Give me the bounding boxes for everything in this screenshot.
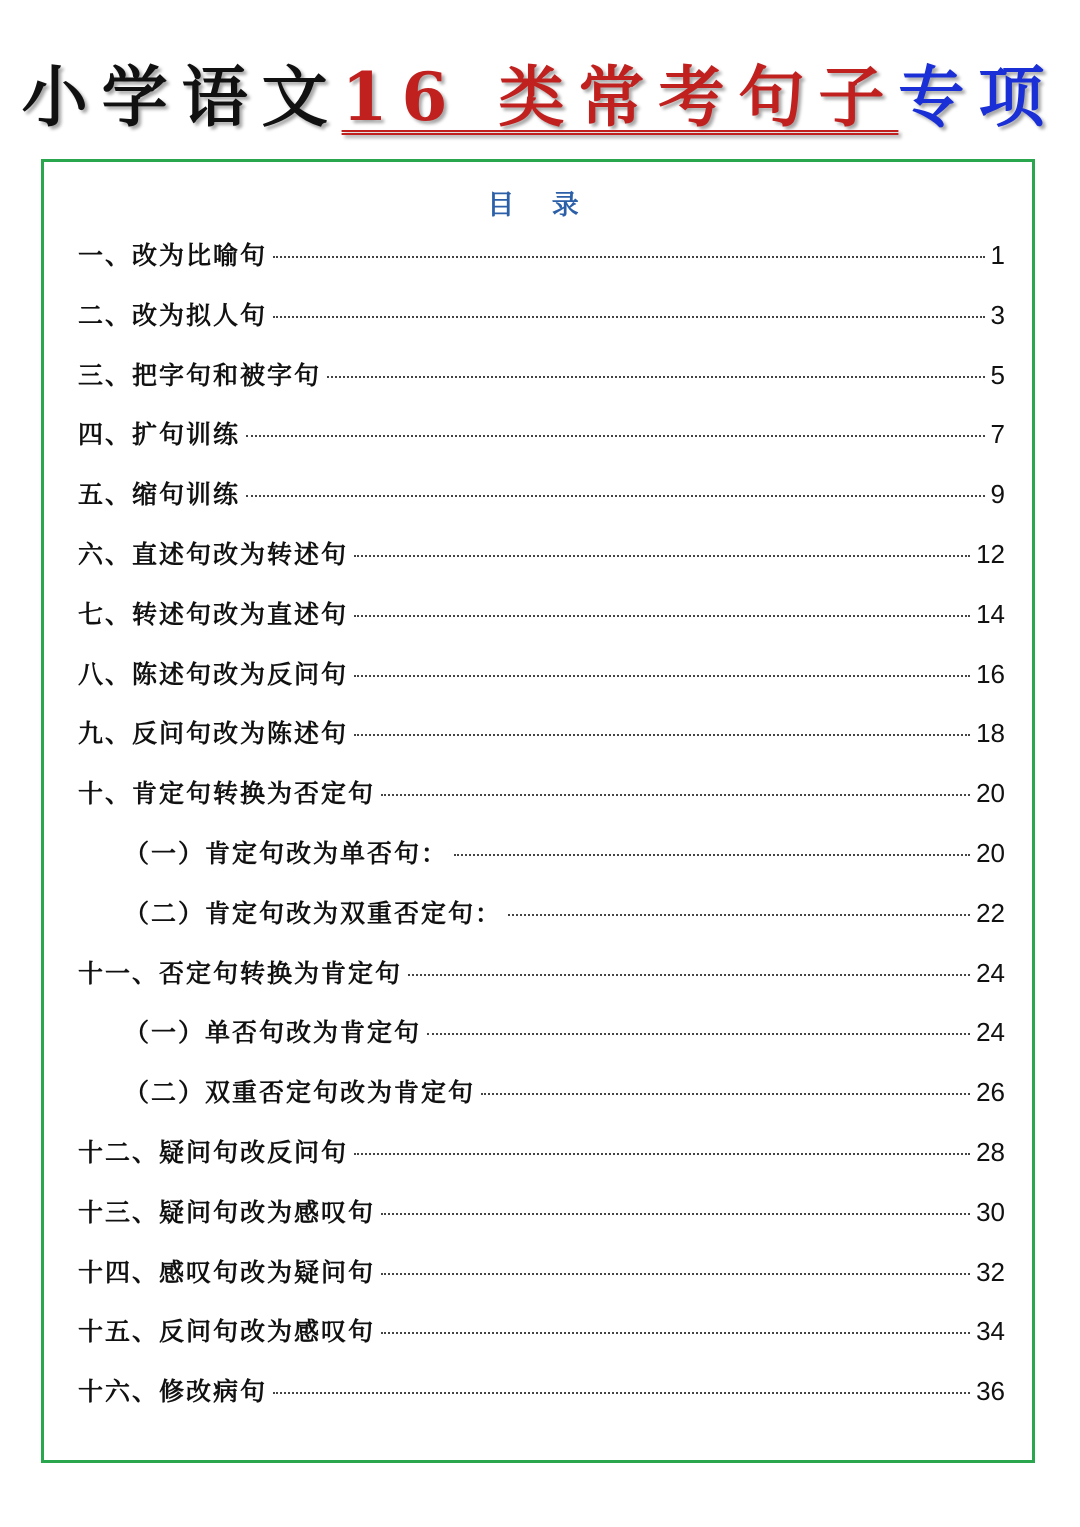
- toc-entry[interactable]: [78, 1302, 1005, 1362]
- toc-dot-leader: [454, 854, 970, 856]
- toc-entry-page: 28: [976, 1136, 1005, 1167]
- toc-entry-label: 二、改为拟人句: [78, 300, 268, 330]
- toc-heading: 目 录: [487, 190, 593, 221]
- toc-entry-label: 八、陈述句改为反问句: [78, 659, 349, 689]
- title-part-subject: 小学语文: [21, 58, 342, 136]
- toc-dot-leader: [327, 376, 985, 378]
- toc-entry[interactable]: [78, 346, 1005, 406]
- toc-dot-leader: [381, 1273, 970, 1275]
- toc-dot-leader: [481, 1093, 970, 1095]
- toc-dot-leader: [354, 555, 970, 557]
- toc-entry-label: 十六、修改病句: [78, 1377, 268, 1407]
- toc-entry-page: 24: [976, 1017, 1005, 1048]
- toc-entry-label: 十四、感叹句改为疑问句: [78, 1257, 376, 1287]
- toc-dot-leader: [381, 1332, 970, 1334]
- toc-entry[interactable]: [78, 286, 1005, 346]
- toc-dot-leader: [246, 495, 985, 497]
- toc-subentry[interactable]: [78, 884, 1005, 944]
- toc-subentry[interactable]: [78, 824, 1005, 884]
- toc-entry-page: 20: [976, 778, 1005, 809]
- toc-entry[interactable]: [78, 1123, 1005, 1183]
- toc-entry-page: 12: [976, 538, 1005, 569]
- toc-entry-page: 5: [990, 359, 1005, 390]
- toc-entry-label: （二）双重否定句改为肯定句: [124, 1078, 476, 1108]
- toc-entry[interactable]: [78, 1362, 1005, 1422]
- toc-entry-label: 十三、疑问句改为感叹句: [78, 1197, 376, 1227]
- title-part-special: 专项: [898, 58, 1059, 136]
- toc-entry-label: 四、扩句训练: [78, 420, 241, 450]
- toc-entry-label: 十五、反问句改为感叹句: [78, 1317, 376, 1347]
- toc-entry-label: （一）单否句改为肯定句: [124, 1018, 422, 1048]
- toc-entry[interactable]: [78, 405, 1005, 465]
- toc-dot-leader: [273, 1392, 970, 1394]
- toc-dot-leader: [427, 1033, 970, 1035]
- toc-entry-page: 3: [990, 299, 1005, 330]
- toc-entry-label: 七、转述句改为直述句: [78, 599, 349, 629]
- toc-list: [78, 226, 1005, 1422]
- toc-entry-page: 34: [976, 1316, 1005, 1347]
- toc-entry-page: 36: [976, 1376, 1005, 1407]
- toc-entry-page: 32: [976, 1256, 1005, 1287]
- toc-dot-leader: [273, 316, 985, 318]
- toc-entry[interactable]: [78, 764, 1005, 824]
- toc-entry-label: 三、把字句和被字句: [78, 360, 322, 390]
- toc-entry-label: 六、直述句改为转述句: [78, 539, 349, 569]
- toc-entry-page: 26: [976, 1077, 1005, 1108]
- toc-entry[interactable]: [78, 944, 1005, 1004]
- page-title: [0, 52, 1080, 142]
- toc-dot-leader: [354, 734, 970, 736]
- toc-entry-page: 30: [976, 1196, 1005, 1227]
- toc-entry-page: 22: [976, 897, 1005, 928]
- toc-entry[interactable]: [78, 465, 1005, 525]
- toc-subentry[interactable]: [78, 1063, 1005, 1123]
- toc-dot-leader: [354, 615, 970, 617]
- toc-entry-page: 9: [990, 479, 1005, 510]
- toc-entry[interactable]: [78, 704, 1005, 764]
- toc-entry[interactable]: [78, 1183, 1005, 1243]
- toc-entry[interactable]: [78, 226, 1005, 286]
- toc-entry[interactable]: [78, 1243, 1005, 1303]
- toc-entry-page: 16: [976, 658, 1005, 689]
- toc-entry-label: 十一、否定句转换为肯定句: [78, 958, 403, 988]
- toc-entry-label: 十、肯定句转换为否定句: [78, 779, 376, 809]
- toc-dot-leader: [508, 914, 970, 916]
- toc-subentry[interactable]: [78, 1003, 1005, 1063]
- toc-dot-leader: [354, 675, 970, 677]
- toc-entry[interactable]: [78, 645, 1005, 705]
- toc-entry-page: 24: [976, 957, 1005, 988]
- toc-entry[interactable]: [78, 525, 1005, 585]
- toc-entry-page: 1: [990, 240, 1005, 270]
- toc-dot-leader: [381, 794, 970, 796]
- toc-dot-leader: [408, 974, 970, 976]
- toc-entry-label: （一）肯定句改为单否句：: [124, 838, 449, 868]
- toc-entry-page: 18: [976, 718, 1005, 749]
- toc-dot-leader: [246, 435, 985, 437]
- toc-entry-label: 九、反问句改为陈述句: [78, 719, 349, 749]
- toc-entry[interactable]: [78, 585, 1005, 645]
- toc-dot-leader: [273, 256, 985, 258]
- toc-entry-label: 一、改为比喻句: [78, 241, 268, 270]
- toc-entry-label: （二）肯定句改为双重否定句：: [124, 898, 503, 928]
- toc-entry-label: 五、缩句训练: [78, 480, 241, 510]
- title-part-topic: 16 类常考句子: [341, 58, 899, 136]
- toc-entry-page: 14: [976, 598, 1005, 629]
- toc-entry-page: 20: [976, 837, 1005, 868]
- toc-entry-page: 7: [990, 419, 1005, 450]
- toc-entry-label: 十二、疑问句改反问句: [78, 1137, 349, 1167]
- toc-dot-leader: [354, 1153, 970, 1155]
- toc-dot-leader: [381, 1213, 970, 1215]
